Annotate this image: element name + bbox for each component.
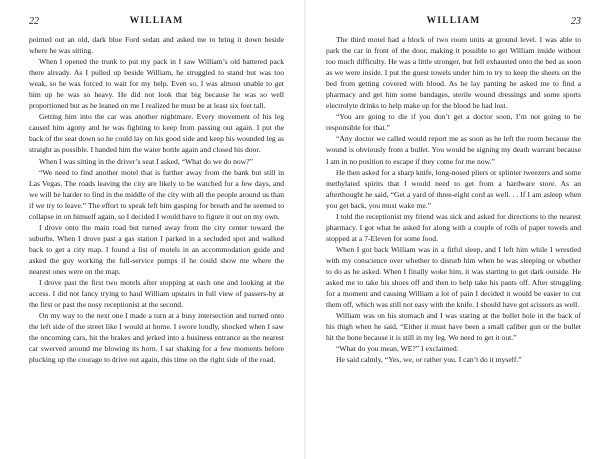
left-running-head: WILLIAM: [129, 16, 184, 26]
paragraph: When I got back William was in a fitful sleep, and I left him while I wrestled with my conscience over whether to disturb him when he was sleeping or whether to do as he asked. When I finally woke him, it was starting to get dark outside. He asked me to take his shoes off and then to help take his pants off. After struggling for a moment and causing William a lot of pain I decided it would be easier to cut them off, which was still not easy with the knife. I should have got scissors as well.: [326, 244, 581, 310]
paragraph: When I opened the trunk to put my pack in I saw William’s old battered pack there already. As I pulled up beside William, he struggled to stand but was too weak, so he was forced to wait for my help. Even so, I was almost unable to get him up he was so heavy. He did not look that big because he was so well proportioned but as he leaned on me I realized he must be at least six feet tall.: [29, 57, 284, 111]
left-page-header: [29, 0, 284, 34]
paragraph: He then asked for a sharp knife, long-nosed pliers or splinter tweezers and some methylated spirits that I would need to get from a hardware store. As an afterthought he said, “Get a yard of three-eight cord as well. . . If I am asleep when you get back, you must wake me.”: [326, 167, 581, 210]
left-page-number: 22: [29, 16, 39, 27]
paragraph: I drove past the first two motels after stopping at each one and looking at the access. I did not fancy trying to haul William upstairs in full view of passers-by at the first or past the nosy receptionist at the second.: [29, 278, 284, 310]
paragraph: William was on his stomach and I was staring at the bullet hole in the back of his thigh when he said, “Either it must have been a small caliber gun or the bullet hit the bone because it is still in my leg. We need to get it out.”: [326, 311, 581, 343]
left-page-body: [29, 34, 284, 365]
paragraph: He said calmly, “Yes, we, or rather you. I can’t do it myself.”: [336, 355, 522, 365]
right-page-body: [326, 34, 581, 365]
right-running-head: WILLIAM: [426, 16, 481, 26]
paragraph: On my way to the next one I made a turn at a busy intersection and turned onto the left side of the street like I would at home. I swore loudly, shocked when I saw the oncoming cars, hit the brakes and jerked into a business entrance as the nearest car swerved around me blowing its horn. I sat shaking for a few moments before plucking up the courage to drive out again, this time on the right side of the road.: [29, 311, 284, 365]
right-page-number: 23: [571, 16, 581, 27]
right-page-header: [326, 0, 581, 34]
paragraph: pointed out an old, dark blue Ford sedan and asked me to bring it down beside where he was sitting.: [29, 35, 284, 56]
paragraph: “What do you mean, WE?” I exclaimed.: [336, 344, 459, 354]
paragraph: “Any doctor we called would report me as soon as he left the room because the wound is obviously from a bullet. You would be signing my death warrant because I am in no position to escape if they come for me now.”: [326, 134, 581, 166]
paragraph: I told the receptionist my friend was sick and asked for directions to the nearest pharmacy. I got what he asked for along with a couple of rolls of paper towels and stopped at a 7-Eleven for some food.: [326, 211, 581, 243]
paragraph: “You are going to die if you don’t get a doctor soon, I’m not going to be responsible for that.”: [326, 112, 581, 133]
right-page: [305, 0, 610, 459]
paragraph: When I was sitting in the driver’s seat I asked, “What do we do now?”: [39, 156, 253, 166]
paragraph: The third motel had a block of two room units at ground level. I was able to park the car in front of the door, making it possible to get William inside without too much difficulty. He was a little stronger, but fell exhausted onto the bed as soon as we were inside. I put the guest towels under him to try to keep the sheets on the bed from getting covered with blood. As he lay panting he asked me to find a pharmacy and get him some bandages, sterile wound dressings and some sports electrolyte drinks to help make up for the blood he had lost.: [326, 35, 581, 111]
paragraph: “We need to find another motel that is further away from the bank but still in Las Vegas. The roads leaving the city are likely to be watched for a few days, and we will be harder to find in the middle of the city with all the people around us than if we try to leave.” The effort to speak left him gasping for breath and he seemed to collapse in on himself again, so I decided I would have to figure it out on my own.: [29, 167, 284, 221]
paragraph: Getting him into the car was another nightmare. Every movement of his leg caused him agony and he was fighting to keep from passing out again. I put the back of the seat down so he could lay on his good side and keep his wounded leg as straight as possible. I handed him the water bottle again and closed his door.: [29, 112, 284, 155]
paragraph: I drove onto the main road but turned away from the city center toward the suburbs. When I drove past a gas station I parked in a secluded spot and walked back to get a city map. I found a list of motels in an accommodation guide and asked the guy working the full-service pumps if he could show me where the nearest ones were on the map.: [29, 222, 284, 276]
